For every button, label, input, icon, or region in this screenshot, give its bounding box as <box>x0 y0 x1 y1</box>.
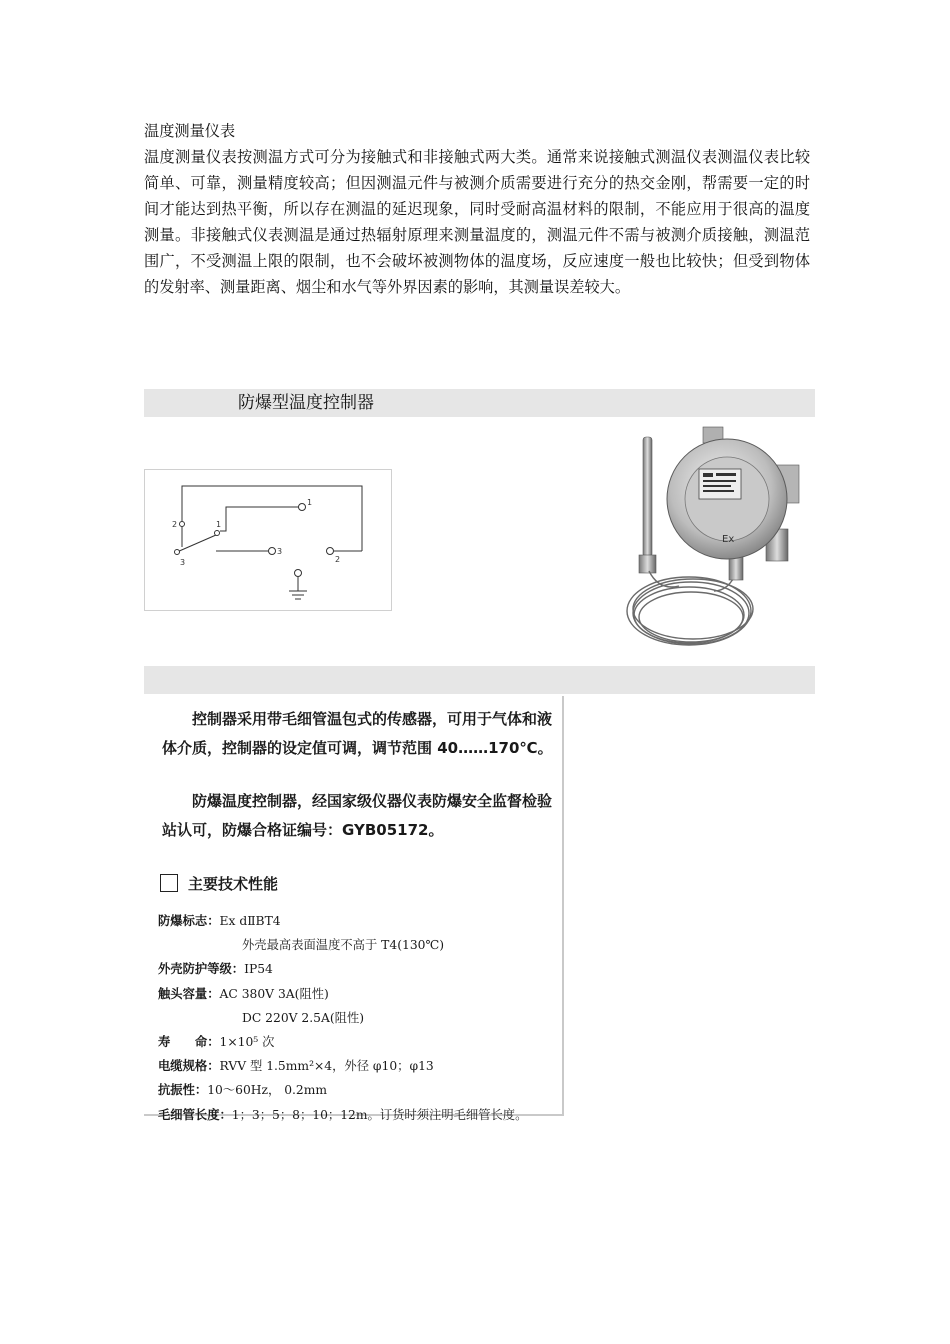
terminal-left-1 <box>215 531 220 536</box>
spec-rows <box>158 909 562 1127</box>
section-header-band <box>144 389 815 417</box>
cable-gland-bottom <box>729 556 743 580</box>
spec-paragraph-1: 控制器采用带毛细管温包式的传感器，可用于气体和液体介质，控制器的设定值可调，调节范围 40……170℃。 <box>162 710 553 757</box>
intro-section <box>144 118 810 300</box>
wiring-diagram <box>144 469 392 611</box>
label-terminal-3: 3 <box>277 547 283 556</box>
terminal-ground <box>295 570 302 577</box>
photo-right-margin <box>801 421 812 664</box>
ex-mark: Ex <box>722 534 735 545</box>
section-title: 防爆型温度控制器 <box>238 393 374 413</box>
spec-paragraph-2: 防爆温度控制器，经国家级仪器仪表防爆安全监督检验站认可，防爆合格证编号：GYB05172。 <box>162 792 553 839</box>
spec-row: 触头容量：AC 380V 3A(阻性) <box>158 986 329 1001</box>
spec-row: 寿 命：1×10⁵ 次 <box>158 1035 275 1050</box>
terminal-1 <box>299 504 306 511</box>
label-terminal-1: 1 <box>307 498 313 507</box>
spec-row: 外壳最高表面温度不高于 T4(130℃) <box>242 938 445 953</box>
controller-photo <box>619 421 812 664</box>
terminal-left-2 <box>180 522 185 527</box>
terminal-left-3 <box>175 550 180 555</box>
spec-row: 电缆规格：RVV 型 1.5mm²×4，外径 φ10；φ13 <box>158 1059 434 1074</box>
intro-title: 温度测量仪表 <box>144 122 236 140</box>
spec-row: 毛细管长度：1；3；5；8；10；12m。订货时须注明毛细管长度。 <box>158 1107 528 1122</box>
controller-photo-svg <box>619 421 812 664</box>
label-left-3: 3 <box>180 558 186 567</box>
label-left-1: 1 <box>216 520 222 529</box>
spec-row: 抗振性：10～60Hz， 0.2mm <box>158 1083 328 1098</box>
intro-paragraph: 温度测量仪表按测温方式可分为接触式和非接触式两大类。通常来说接触式测温仪表测温仪表比较简单、可靠，测量精度较高；但因测温元件与被测介质需要进行充分的热交金刚，帮需要一定的时间才能达到热平衡，所以存在测温的延迟现象，同时受耐高温材料的限制，不能应用于很高的温度测量。非接触式仪表测温是通过热辐射原理来测量温度的，测温元件不需与被测介质接触，测温范围广，不受测温上限的限制，也不会破坏被测物体的温度场，反应速度一般也比较快；但受到物体的发射率、测量距离、烟尘和水气等外界因素的影响，其测量误差较大。 <box>144 148 810 296</box>
spec-row: DC 220V 2.5A(阻性) <box>242 1010 365 1025</box>
terminal-2 <box>327 548 334 555</box>
spec-row: 外壳防护等级：IP54 <box>158 962 273 977</box>
terminal-3 <box>269 548 276 555</box>
probe-fitting <box>639 555 656 573</box>
label-terminal-2: 2 <box>335 555 341 564</box>
spec-row: 防爆标志：Ex dⅡBT4 <box>158 914 281 928</box>
wiring-diagram-svg <box>144 469 392 611</box>
section-footer-band <box>144 666 815 694</box>
spec-section-heading: 主要技术性能 <box>160 873 278 895</box>
checkbox-square-icon <box>160 874 178 892</box>
label-left-2: 2 <box>172 520 178 529</box>
spec-scan <box>144 696 564 1122</box>
sensor-probe <box>643 437 652 557</box>
